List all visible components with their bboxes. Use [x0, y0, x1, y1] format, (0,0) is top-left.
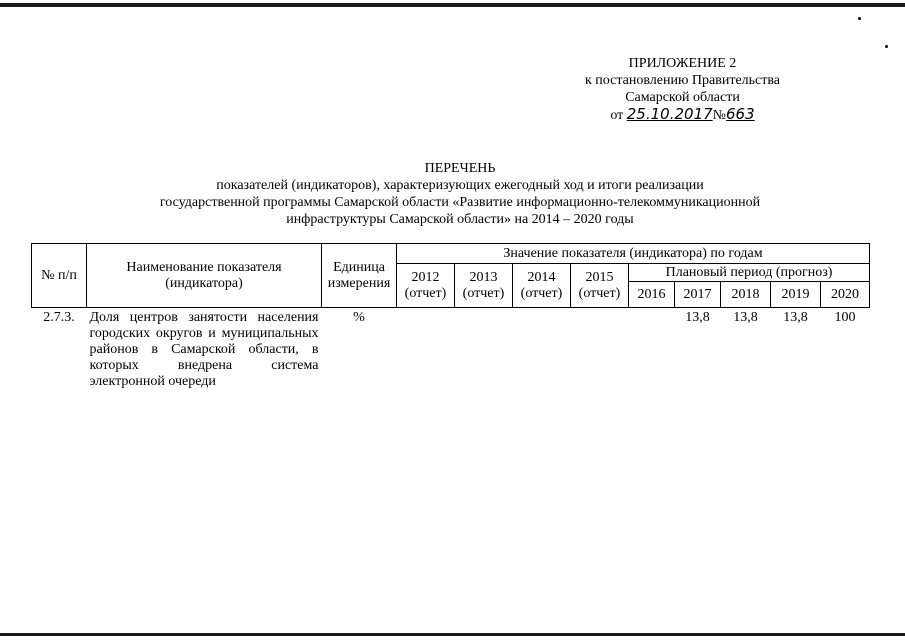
appendix-date-line	[540, 106, 825, 124]
number-sign: №	[712, 108, 727, 123]
date-prefix: от	[610, 108, 624, 123]
row-value-2016	[629, 308, 675, 393]
scan-bottom-border	[0, 633, 905, 636]
row-num: 2.7.3.	[43, 310, 75, 325]
handwritten-number: 663	[726, 105, 755, 123]
header-year-2017: 2017	[675, 282, 721, 308]
row-value-2012	[397, 308, 455, 393]
appendix-region: Самарской области	[625, 90, 740, 105]
table-row	[32, 308, 870, 393]
header-year-2019: 2019	[771, 282, 821, 308]
appendix-resolution: к постановлению Правительства	[584, 73, 781, 88]
header-year-2020: 2020	[821, 282, 870, 308]
scan-speck	[858, 17, 861, 20]
appendix-block	[540, 55, 825, 124]
header-year-2013: 2013 (отчет)	[455, 264, 513, 308]
row-value-2015	[571, 308, 629, 393]
title-heading: ПЕРЕЧЕНЬ	[424, 161, 496, 176]
handwritten-date: 25.10.2017	[626, 105, 713, 123]
row-value-2014	[513, 308, 571, 393]
header-name: Наименование показателя (индикатора)	[87, 244, 322, 308]
header-year-2018: 2018	[721, 282, 771, 308]
indicators-table	[31, 243, 870, 392]
title-line-1: показателей (индикаторов), характеризующих ежегодный ход и итоги реализации	[216, 178, 704, 193]
row-value-2013	[455, 308, 513, 393]
header-year-2012: 2012 (отчет)	[397, 264, 455, 308]
header-year-2015: 2015 (отчет)	[571, 264, 629, 308]
header-plan-group: Плановый период (прогноз)	[629, 264, 870, 282]
header-unit: Единица измерения	[322, 244, 397, 308]
row-unit: %	[353, 310, 365, 325]
row-value-2018: 13,8	[733, 310, 758, 325]
scan-speck	[885, 45, 888, 48]
row-value-2017: 13,8	[685, 310, 710, 325]
document-title	[60, 160, 860, 228]
title-line-2: государственной программы Самарской области «Развитие информационно-телекоммуникационной	[159, 195, 761, 210]
row-name: Доля центров занятости населения городских округов и муниципальных районов в Самарской области, в которых внедрена система электронной очереди	[89, 310, 319, 389]
header-year-2014: 2014 (отчет)	[513, 264, 571, 308]
header-year-2016: 2016	[629, 282, 675, 308]
row-value-2019: 13,8	[783, 310, 808, 325]
header-values-group: Значение показателя (индикатора) по годам	[397, 244, 870, 264]
row-value-2020: 100	[834, 310, 856, 325]
appendix-title: ПРИЛОЖЕНИЕ 2	[628, 56, 737, 71]
header-num: № п/п	[32, 244, 87, 308]
title-line-3: инфраструктуры Самарской области» на 2014 – 2020 годы	[286, 212, 634, 227]
scan-top-border	[0, 3, 905, 7]
